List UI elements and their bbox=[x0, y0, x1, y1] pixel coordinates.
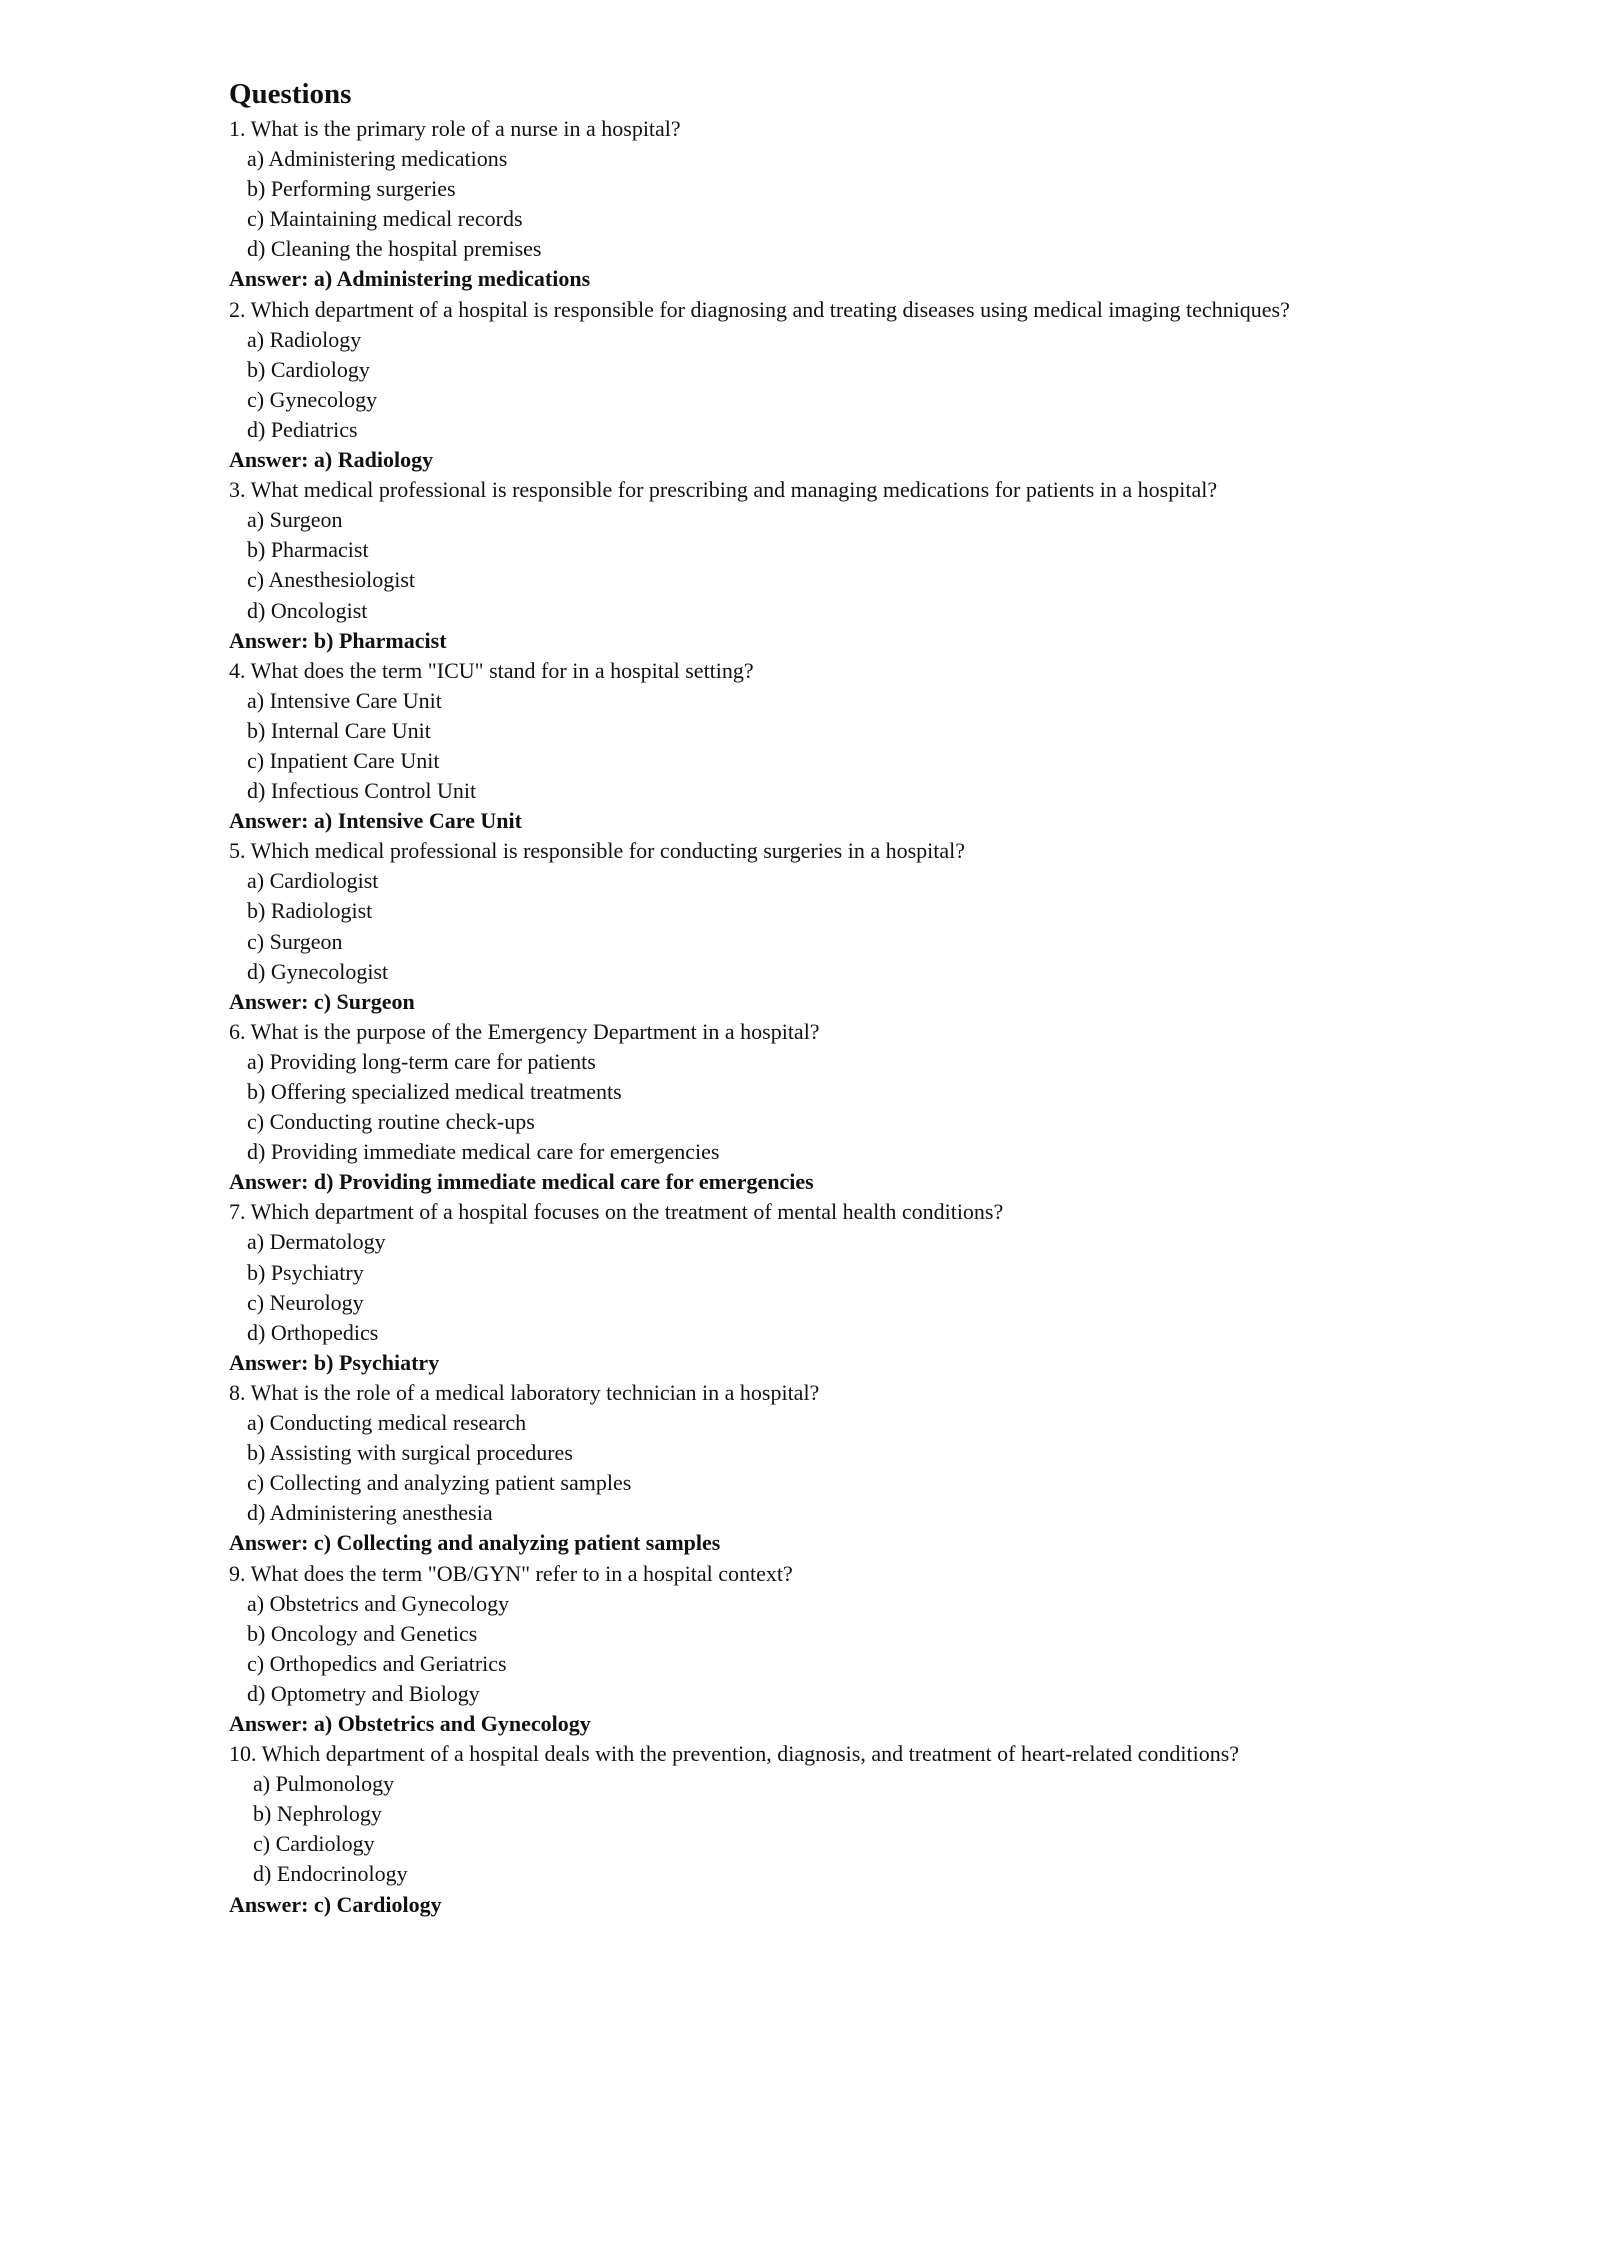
answer-option: c) Gynecology bbox=[247, 386, 378, 412]
answer-option: d) Optometry and Biology bbox=[247, 1680, 480, 1706]
answer-option: d) Endocrinology bbox=[253, 1861, 408, 1887]
answer-option: c) Neurology bbox=[247, 1289, 364, 1315]
question-text: 1. What is the primary role of a nurse in a hospital? bbox=[229, 116, 681, 141]
answer-option: c) Inpatient Care Unit bbox=[247, 747, 440, 773]
answer-option: b) Cardiology bbox=[247, 356, 370, 382]
answer-option: c) Maintaining medical records bbox=[247, 206, 523, 232]
correct-answer: Answer: d) Providing immediate medical care for emergencies bbox=[229, 1169, 814, 1195]
question-block bbox=[229, 836, 1529, 1017]
answer-option: c) Collecting and analyzing patient samples bbox=[247, 1470, 632, 1496]
answer-option: a) Conducting medical research bbox=[247, 1410, 527, 1436]
answer-option: a) Cardiologist bbox=[247, 868, 379, 894]
question-block bbox=[229, 1559, 1529, 1740]
question-block bbox=[229, 1739, 1529, 1920]
answer-option: a) Administering medications bbox=[247, 146, 508, 172]
correct-answer: Answer: a) Administering medications bbox=[229, 266, 591, 292]
answer-option: c) Surgeon bbox=[247, 928, 343, 954]
answer-option: d) Pediatrics bbox=[247, 416, 358, 442]
question-text: 3. What medical professional is responsible for prescribing and managing medications for patients in a hospital? bbox=[229, 477, 1218, 503]
answer-option: c) Cardiology bbox=[253, 1831, 375, 1857]
correct-answer: Answer: c) Collecting and analyzing patient samples bbox=[229, 1530, 721, 1556]
answer-option: c) Orthopedics and Geriatrics bbox=[247, 1650, 507, 1676]
correct-answer: Answer: b) Pharmacist bbox=[229, 627, 447, 653]
correct-answer: Answer: c) Cardiology bbox=[229, 1891, 442, 1917]
question-list bbox=[229, 114, 1529, 1920]
answer-option: b) Nephrology bbox=[253, 1801, 382, 1827]
answer-option: b) Psychiatry bbox=[247, 1259, 364, 1285]
question-block bbox=[229, 114, 1529, 295]
correct-answer: Answer: a) Intensive Care Unit bbox=[229, 808, 522, 834]
answer-option: b) Internal Care Unit bbox=[247, 717, 431, 743]
answer-option: a) Dermatology bbox=[247, 1229, 386, 1255]
answer-option: b) Pharmacist bbox=[247, 537, 369, 563]
answer-option: d) Infectious Control Unit bbox=[247, 778, 477, 804]
question-text: 2. Which department of a hospital is responsible for diagnosing and treating diseases using medical imaging techniques? bbox=[229, 296, 1290, 322]
answer-option: a) Intensive Care Unit bbox=[247, 687, 442, 713]
question-text: 8. What is the role of a medical laboratory technician in a hospital? bbox=[229, 1379, 820, 1405]
answer-option: b) Radiologist bbox=[247, 898, 373, 924]
question-text: 10. Which department of a hospital deals with the prevention, diagnosis, and treatment of heart-related conditions? bbox=[229, 1741, 1240, 1767]
document-page bbox=[229, 74, 1529, 1920]
question-block bbox=[229, 295, 1529, 476]
correct-answer: Answer: c) Surgeon bbox=[229, 988, 415, 1014]
answer-option: a) Pulmonology bbox=[253, 1771, 395, 1797]
answer-option: d) Gynecologist bbox=[247, 958, 389, 984]
correct-answer: Answer: a) Obstetrics and Gynecology bbox=[229, 1710, 591, 1736]
answer-option: b) Offering specialized medical treatments bbox=[247, 1079, 622, 1104]
question-block bbox=[229, 1378, 1529, 1559]
answer-option: a) Surgeon bbox=[247, 507, 343, 533]
answer-option: d) Providing immediate medical care for emergencies bbox=[247, 1139, 720, 1165]
question-block bbox=[229, 1017, 1529, 1198]
correct-answer: Answer: b) Psychiatry bbox=[229, 1349, 440, 1375]
answer-option: a) Obstetrics and Gynecology bbox=[247, 1590, 510, 1616]
answer-option: a) Providing long-term care for patients bbox=[247, 1048, 596, 1074]
answer-option: d) Orthopedics bbox=[247, 1319, 379, 1345]
question-block bbox=[229, 475, 1529, 656]
question-text: 7. Which department of a hospital focuses on the treatment of mental health conditions? bbox=[229, 1199, 1004, 1225]
question-block bbox=[229, 656, 1529, 837]
answer-option: b) Assisting with surgical procedures bbox=[247, 1440, 573, 1466]
page-title: Questions bbox=[229, 78, 352, 110]
question-text: 9. What does the term "OB/GYN" refer to in a hospital context? bbox=[229, 1560, 793, 1586]
correct-answer: Answer: a) Radiology bbox=[229, 447, 434, 473]
question-text: 4. What does the term "ICU" stand for in a hospital setting? bbox=[229, 657, 754, 683]
question-text: 5. Which medical professional is responsible for conducting surgeries in a hospital? bbox=[229, 838, 966, 864]
answer-option: b) Performing surgeries bbox=[247, 176, 456, 202]
answer-option: a) Radiology bbox=[247, 326, 362, 352]
answer-option: d) Oncologist bbox=[247, 597, 368, 623]
answer-option: c) Conducting routine check-ups bbox=[247, 1109, 535, 1135]
question-text: 6. What is the purpose of the Emergency Department in a hospital? bbox=[229, 1018, 820, 1044]
answer-option: d) Cleaning the hospital premises bbox=[247, 236, 542, 262]
answer-option: c) Anesthesiologist bbox=[247, 567, 416, 593]
question-block bbox=[229, 1197, 1529, 1378]
answer-option: b) Oncology and Genetics bbox=[247, 1620, 478, 1646]
answer-option: d) Administering anesthesia bbox=[247, 1500, 493, 1526]
